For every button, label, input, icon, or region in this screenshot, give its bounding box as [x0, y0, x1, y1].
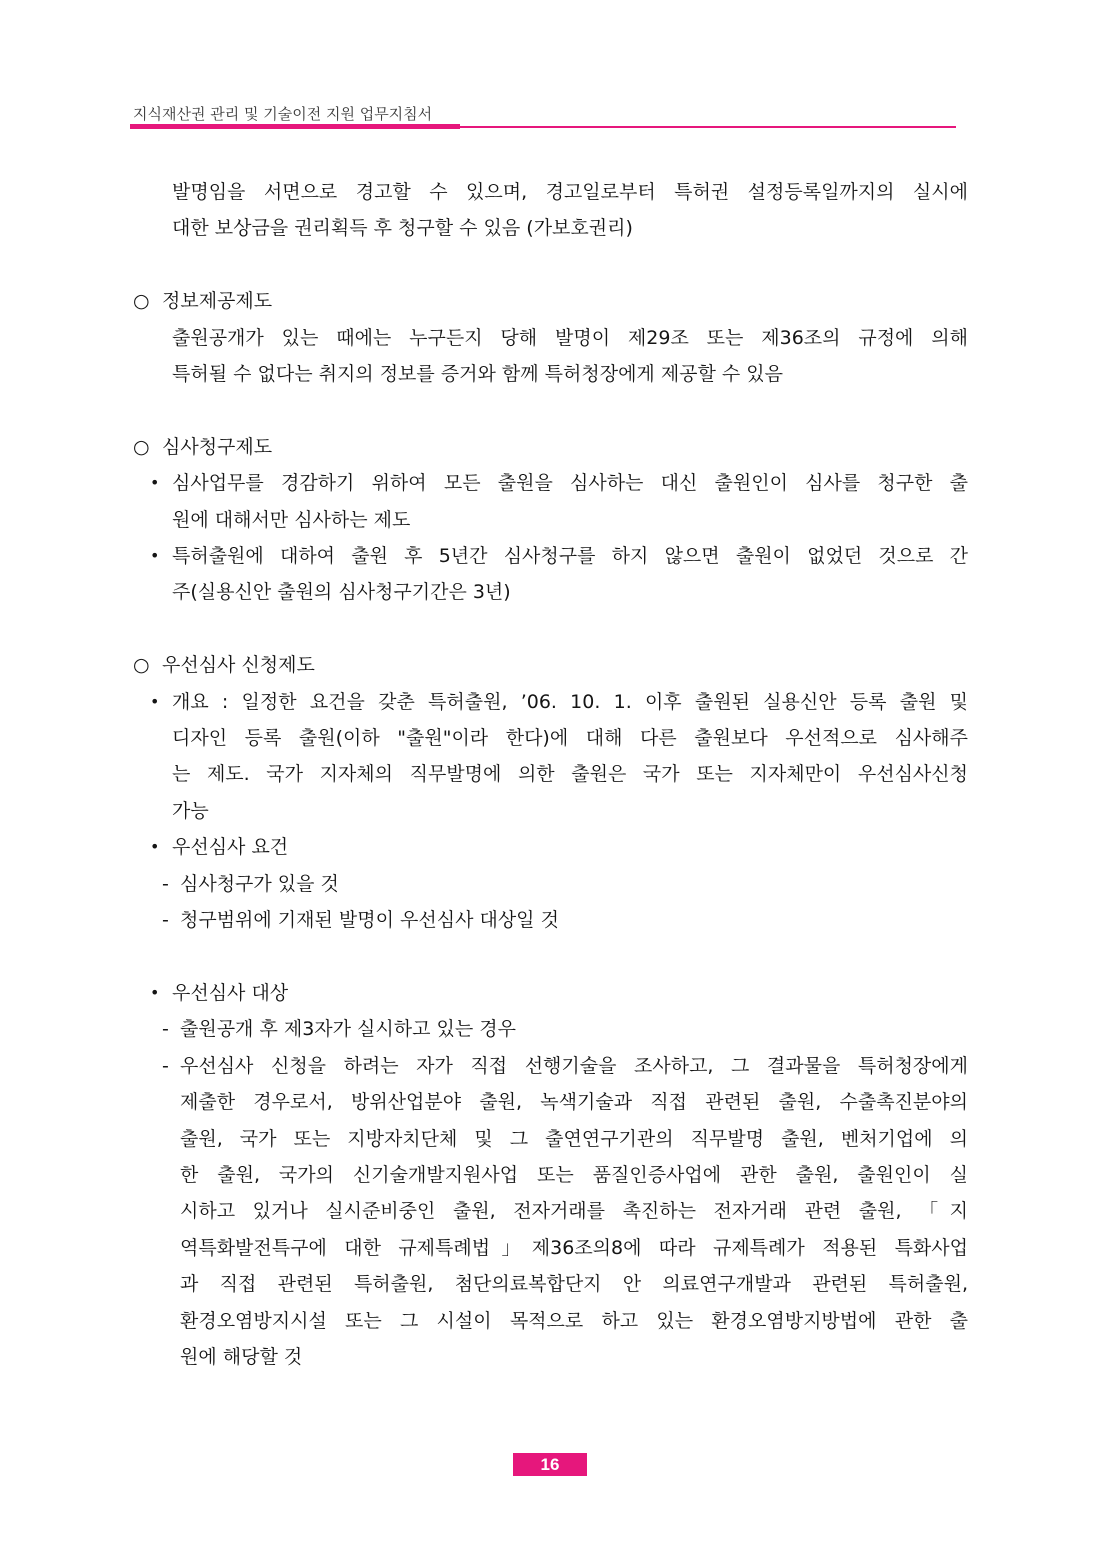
body-line: 우선심사 요건	[172, 836, 289, 859]
section-paragraph	[172, 320, 968, 393]
header-title: 지식재산권 관리 및 기술이전 지원 업무지침서	[133, 105, 433, 123]
list-item-dash	[162, 902, 968, 938]
body-line: 발명임을 서면으로 경고할 수 있으며, 경고일로부터 특허권 설정등록일까지의 실시에	[172, 181, 968, 203]
body-line: 출원, 국가 또는 지방자치단체 및 그 출연연구기관의 직무발명 출원, 벤처기업에 의	[180, 1127, 968, 1150]
bullet-marker: •	[150, 546, 160, 566]
section-examination-request	[0, 429, 1100, 611]
dash-marker: -	[162, 872, 169, 895]
circle-marker: ○	[133, 290, 150, 313]
body-line: 청구범위에 기재된 발명이 우선심사 대상일 것	[180, 909, 559, 932]
body-line: 역특화발전특구에 대한 규제특례법」제36조의8에 따라 규제특례가 적용된 특화사업	[180, 1236, 968, 1259]
body-line: 대한 보상금을 권리획득 후 청구할 수 있음 (가보호권리)	[172, 217, 633, 240]
bullet-marker: •	[150, 982, 160, 1002]
running-header	[133, 104, 432, 124]
list-item-dash	[162, 866, 968, 902]
list-item-dash	[162, 1048, 968, 1376]
section-information-provision	[0, 283, 1100, 392]
list-item-bullet	[150, 829, 968, 865]
body-line: 는 제도. 국가 지자체의 직무발명에 의한 출원은 국가 또는 지자체만이 우선심사신청	[172, 763, 968, 786]
document-body	[0, 174, 1100, 1375]
body-line: 가능	[172, 799, 209, 822]
body-line: 심사청구가 있을 것	[180, 872, 339, 895]
body-line: 특허될 수 없다는 취지의 정보를 증거와 함께 특허청장에게 제공할 수 있음	[172, 363, 784, 386]
section-priority-examination	[0, 647, 1100, 1375]
list-item-dash	[162, 1011, 968, 1047]
bullet-marker: •	[150, 837, 160, 857]
body-line: 특허출원에 대하여 출원 후 5년간 심사청구를 하지 않으면 출원이 없었던 것으로 간	[172, 545, 968, 568]
section-title: 우선심사 신청제도	[162, 654, 315, 677]
section-heading	[0, 647, 1100, 683]
body-line: 우선심사 신청을 하려는 자가 직접 선행기술을 조사하고, 그 결과물을 특허청장에게	[180, 1054, 968, 1077]
body-line: 시하고 있거나 실시준비중인 출원, 전자거래를 촉진하는 전자거래 관련 출원, 「지	[180, 1200, 968, 1223]
body-line: 출원공개가 있는 때에는 누구든지 당해 발명이 제29조 또는 제36조의 규정에 의해	[172, 326, 968, 349]
body-line: 주(실용신안 출원의 심사청구기간은 3년)	[172, 581, 511, 604]
body-line: 환경오염방지시설 또는 그 시설이 목적으로 하고 있는 환경오염방지방법에 관한 출	[180, 1309, 968, 1332]
page-number: 16	[513, 1453, 587, 1476]
body-line: 우선심사 대상	[172, 981, 289, 1004]
section-title: 심사청구제도	[162, 435, 273, 458]
body-line: 과 직접 관련된 특허출원, 첨단의료복합단지 안 의료연구개발과 관련된 특허출원,	[180, 1273, 968, 1296]
dash-marker: -	[162, 909, 169, 932]
list-item-bullet	[150, 465, 968, 538]
dash-marker: -	[162, 1054, 169, 1077]
circle-marker: ○	[133, 435, 150, 458]
bullet-marker: •	[150, 691, 160, 711]
section-heading	[0, 429, 1100, 465]
circle-marker: ○	[133, 654, 150, 677]
body-line: 개요 : 일정한 요건을 갖춘 특허출원, ’06. 10. 1. 이후 출원된 실용신안 등록 출원 및	[172, 690, 968, 713]
body-line: 제출한 경우로서, 방위산업분야 출원, 녹색기술과 직접 관련된 출원, 수출촉진분야의	[180, 1091, 968, 1114]
body-line: 디자인 등록 출원(이하 "출원"이라 한다)에 대해 다른 출원보다 우선적으로 심사해주	[172, 727, 968, 750]
body-line: 심사업무를 경감하기 위하여 모든 출원을 심사하는 대신 출원인이 심사를 청구한 출	[172, 472, 968, 495]
dash-marker: -	[162, 1018, 169, 1041]
body-line: 원에 해당할 것	[180, 1345, 303, 1368]
section-title: 정보제공제도	[162, 290, 273, 313]
list-item-bullet	[150, 975, 968, 1011]
body-line: 원에 대해서만 심사하는 제도	[172, 508, 411, 531]
section-heading	[0, 283, 1100, 319]
list-item-bullet	[150, 684, 968, 830]
body-line: 출원공개 후 제3자가 실시하고 있는 경우	[180, 1018, 516, 1041]
intro-paragraph	[172, 174, 968, 247]
header-rule-accent	[130, 124, 460, 129]
body-line: 한 출원, 국가의 신기술개발지원사업 또는 품질인증사업에 관한 출원, 출원인이 실	[180, 1163, 968, 1186]
list-item-bullet	[150, 538, 968, 611]
bullet-marker: •	[150, 473, 160, 493]
